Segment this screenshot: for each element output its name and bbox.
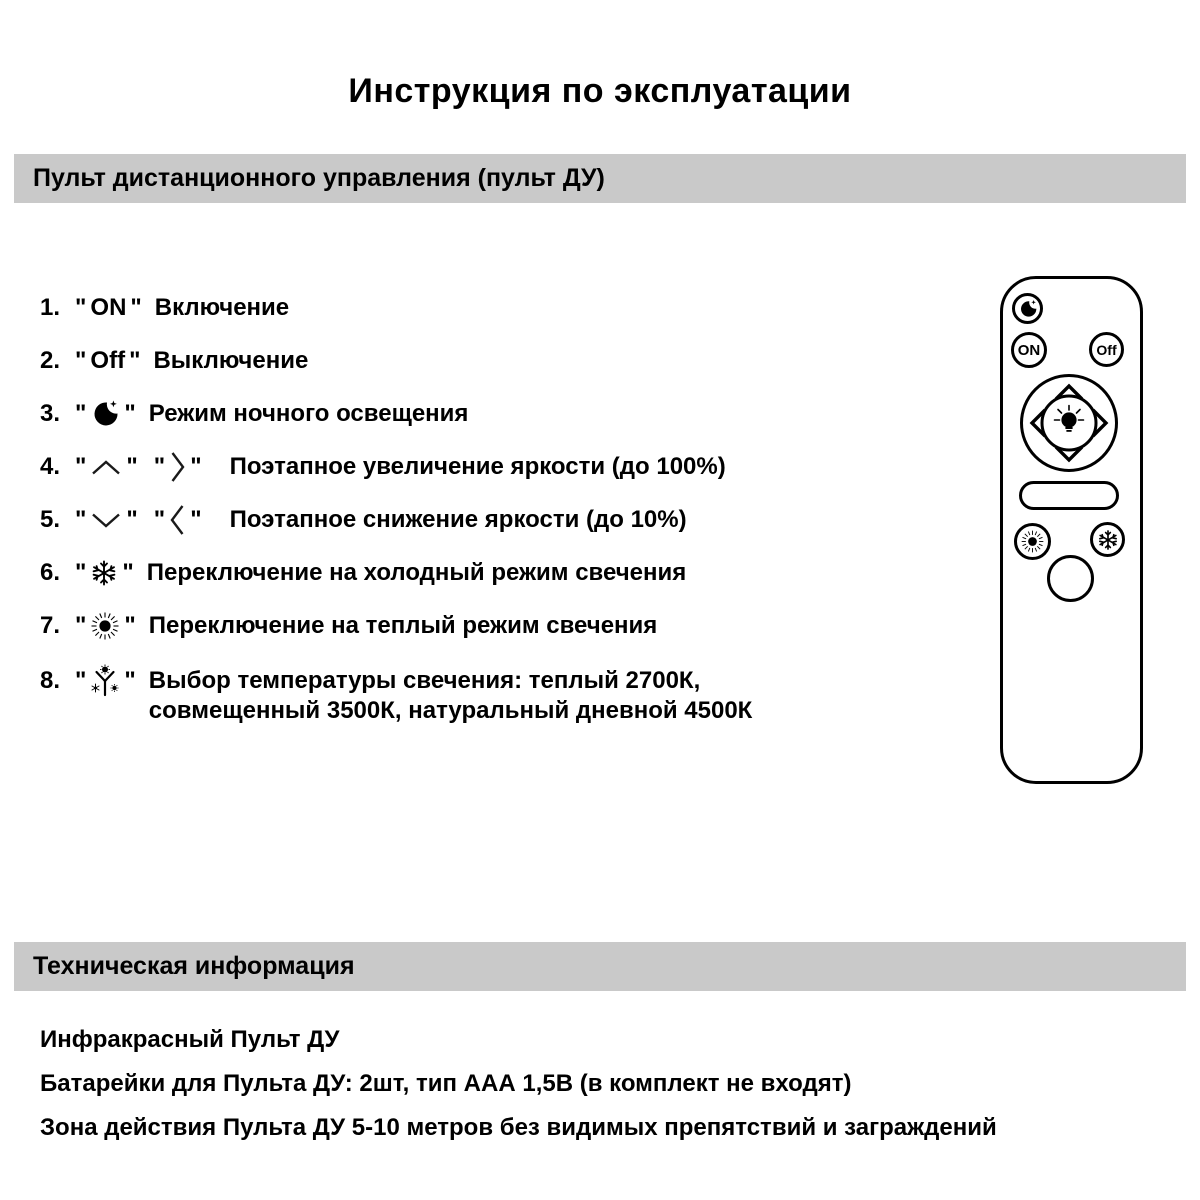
- tech-info: [40, 1026, 997, 1158]
- temperature-select-icon: [90, 664, 120, 698]
- section-header-remote: [14, 154, 1186, 203]
- list-item: 3. " " Режим ночного освещения: [40, 400, 469, 427]
- pill-button: [1019, 481, 1119, 510]
- list-item: 1. " ON " Включение: [40, 294, 290, 321]
- list-item: 6. " " Переключение на холодный режим свечения: [40, 559, 687, 586]
- moon-icon: [90, 399, 120, 429]
- chevron-up-icon: [90, 459, 122, 476]
- moon-icon: [1018, 299, 1038, 319]
- remote-control-drawing: [1000, 276, 1143, 784]
- list-item: 8. " " Выбор температуры свечения: теплый 2700К, совмещенный 3500К, натуральный дневной 4500К: [40, 666, 752, 726]
- tech-line: Батарейки для Пульта ДУ: 2шт, тип ААА 1,5В (в комплект не входят): [40, 1070, 852, 1097]
- blank-button: [1047, 555, 1094, 602]
- on-button: ON: [1011, 332, 1047, 368]
- list-item: 7. " " Переключение на теплый режим свечения: [40, 612, 658, 639]
- snowflake-icon: [1097, 529, 1119, 551]
- light-bulb-icon: [1055, 406, 1084, 432]
- night-mode-button: [1012, 293, 1043, 324]
- tech-line: Инфракрасный Пульт ДУ: [40, 1026, 340, 1053]
- chevron-left-icon: [169, 503, 186, 537]
- list-item: 5. " " " " Поэтапное снижение яркости (до 10%): [40, 507, 752, 533]
- tech-line: Зона действия Пульта ДУ 5-10 метров без видимых препятствий и заграждений: [40, 1114, 997, 1141]
- warm-mode-button: [1014, 523, 1051, 560]
- snowflake-icon: [90, 559, 118, 587]
- off-button: Off: [1089, 332, 1124, 367]
- list-item: 2. " Off " Выключение: [40, 347, 309, 374]
- section-header-tech: [14, 942, 1186, 991]
- on-button-label: ON: [90, 294, 127, 321]
- sun-icon: [90, 611, 120, 641]
- page-title: Инструкция по эксплуатации: [348, 72, 852, 110]
- section-header-tech-label: Техническая информация: [33, 952, 355, 980]
- list-item: 4. " " " " Поэтапное увеличение яркости (до 100%): [40, 454, 752, 480]
- instruction-list: [40, 295, 752, 726]
- cold-mode-button: [1090, 522, 1125, 557]
- chevron-down-icon: [90, 512, 122, 529]
- section-header-remote-label: Пульт дистанционного управления (пульт ДУ): [33, 164, 605, 192]
- brightness-dpad: [1019, 373, 1119, 473]
- chevron-right-icon: [169, 450, 186, 484]
- off-button-label: Off: [90, 347, 126, 374]
- sun-icon: [1020, 529, 1045, 554]
